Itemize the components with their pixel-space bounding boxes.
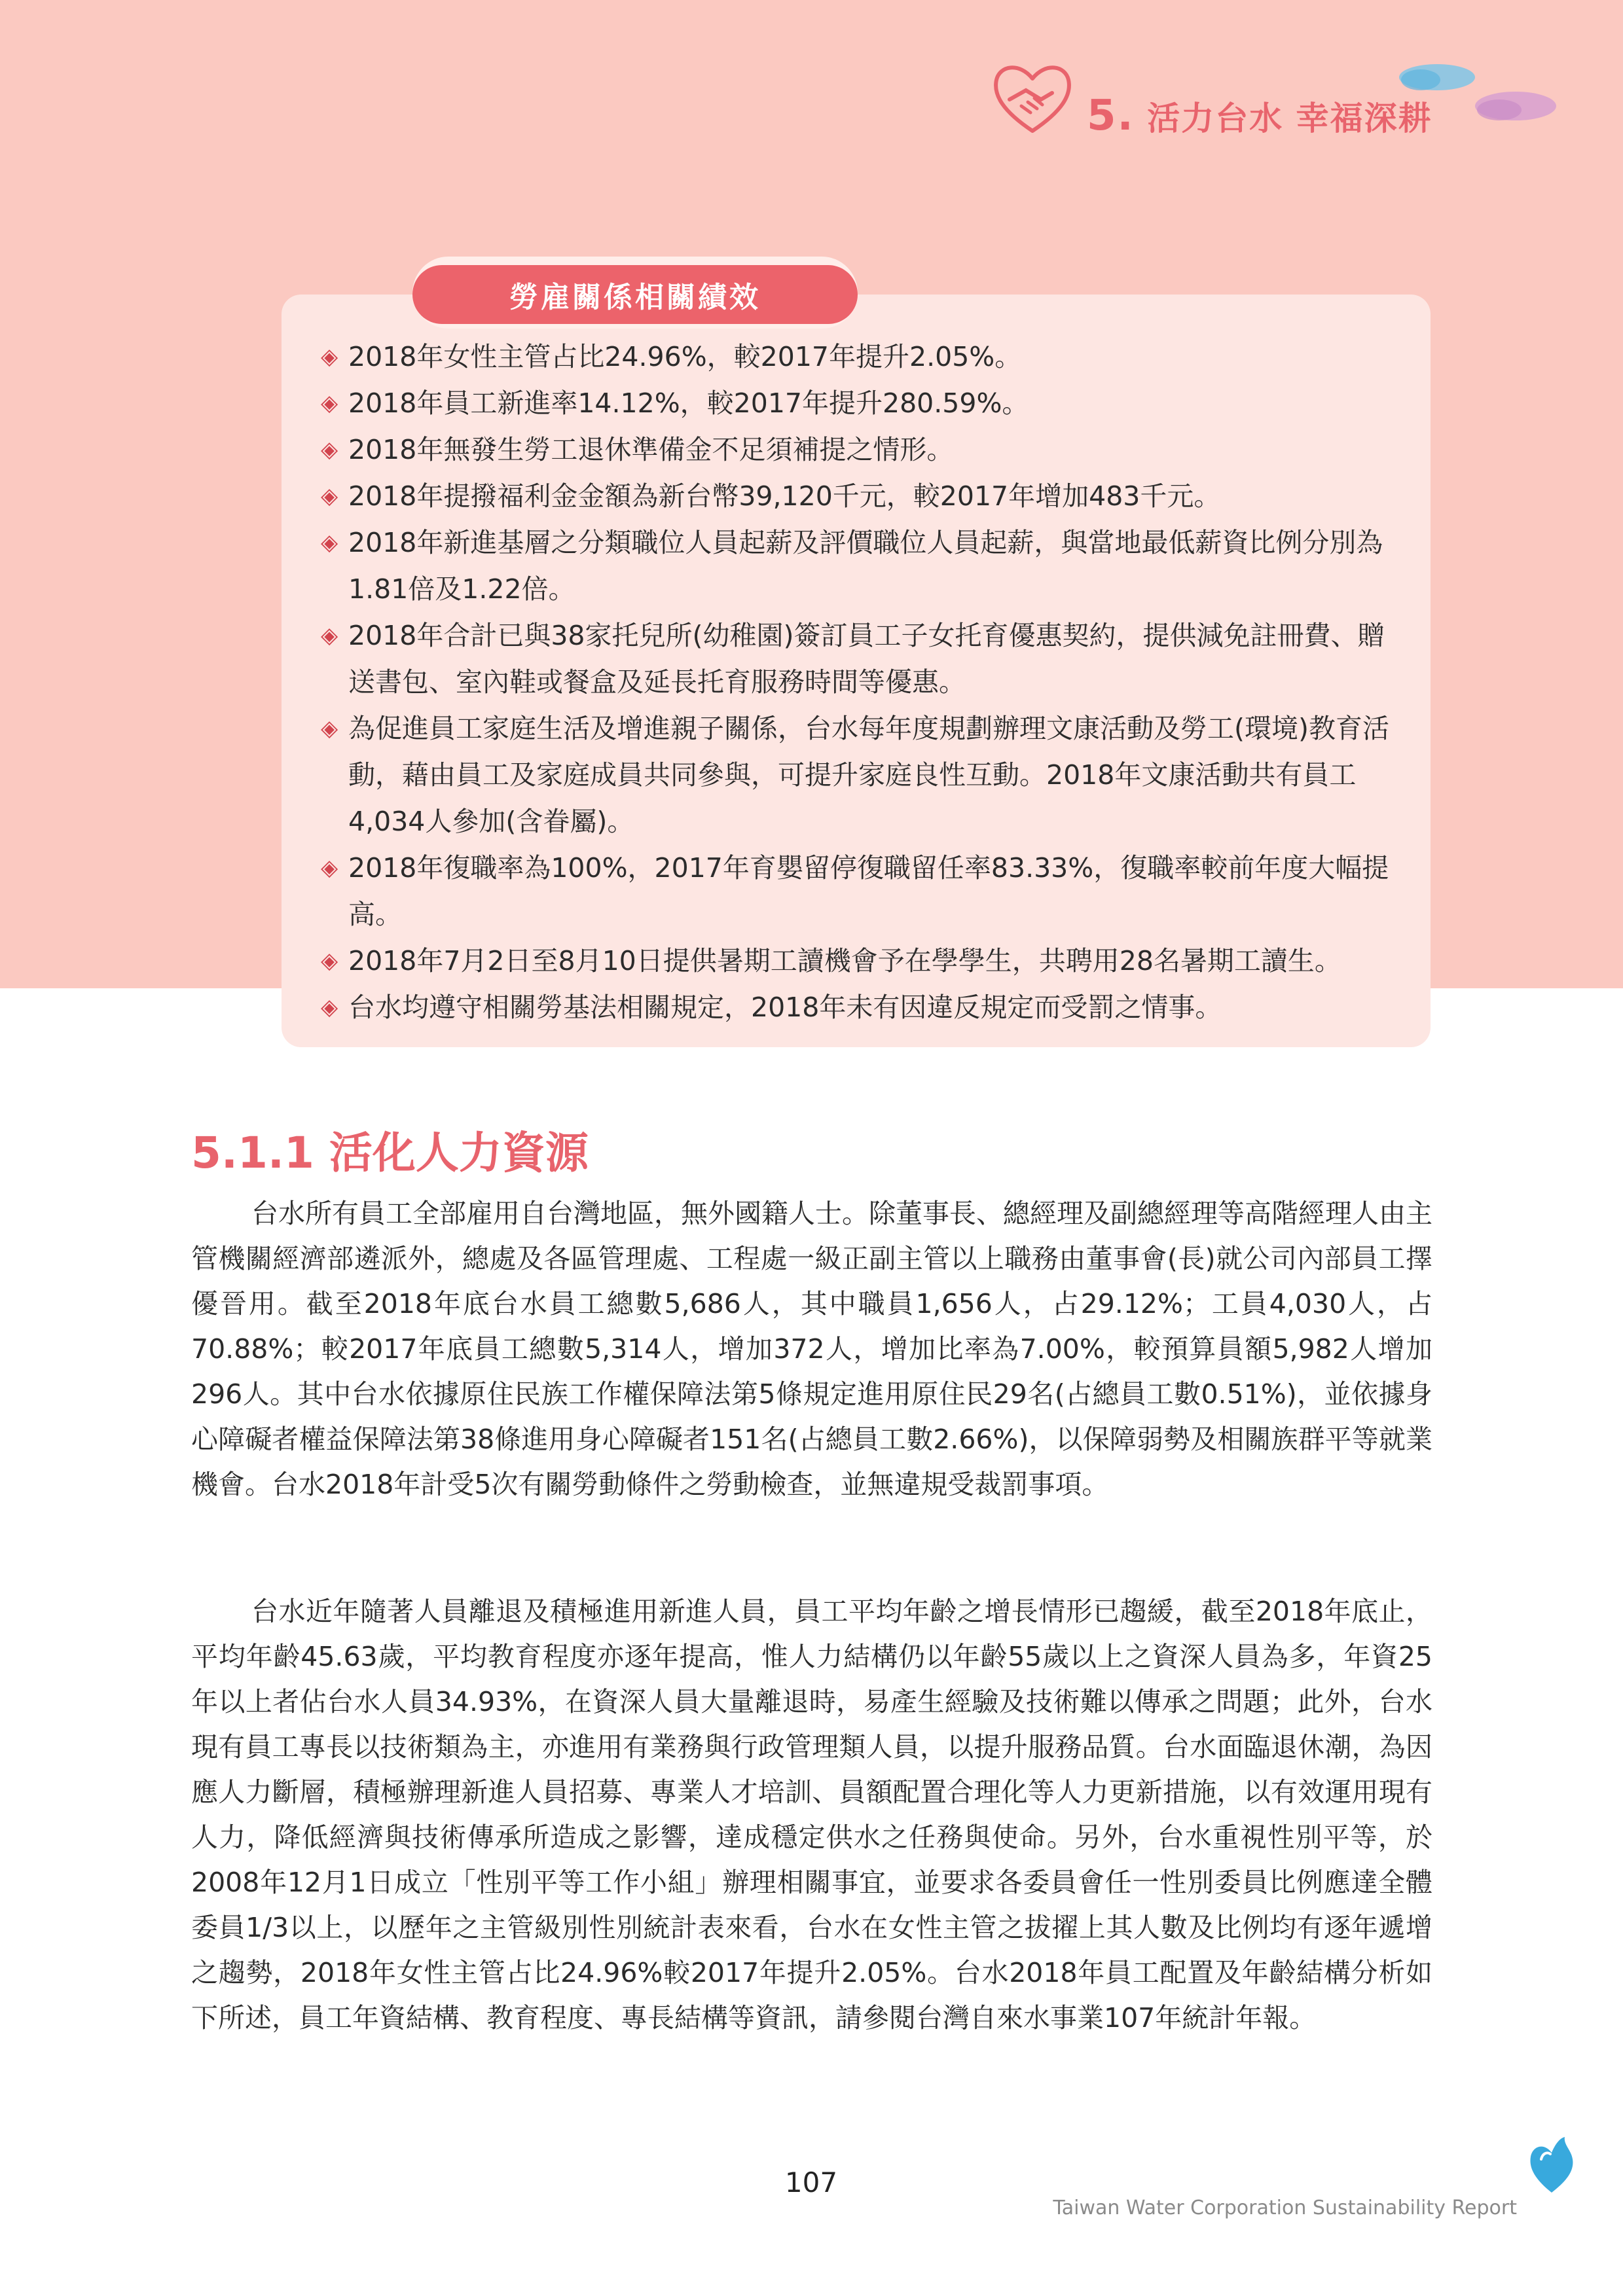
list-item: ◈ 2018年7月2日至8月10日提供暑期工讀機會予在學學生，共聘用28名暑期工讀生。: [321, 938, 1408, 984]
chapter-title: 5. 活力台水 幸福深耕: [1087, 92, 1432, 140]
list-item: ◈ 2018年新進基層之分類職位人員起薪及評價職位人員起薪，與當地最低薪資比例分別為1.81倍及1.22倍。: [321, 520, 1408, 613]
chapter-header: [982, 52, 1571, 170]
list-item: ◈ 2018年提撥福利金金額為新台幣39,120千元，較2017年增加483千元。: [321, 473, 1408, 520]
performance-box-title: 勞雇關係相關績效: [412, 265, 858, 324]
diamond-bullet-icon: ◈: [321, 529, 338, 556]
list-item: ◈ 為促進員工家庭生活及增進親子關係，台水每年度規劃辦理文康活動及勞工(環境)教育活動，藉由員工及家庭成員共同參與，可提升家庭良性互動。2018年文康活動共有員工4,034人參加(含眷屬)。: [321, 706, 1408, 845]
diamond-bullet-icon: ◈: [321, 437, 338, 463]
page-number: 107: [784, 2166, 838, 2198]
list-item: ◈ 2018年員工新進率14.12%，較2017年提升280.59%。: [321, 380, 1408, 427]
performance-list: [321, 334, 1408, 1031]
diamond-bullet-icon: ◈: [321, 622, 338, 649]
section-title: 5.1.1 活化人力資源: [191, 1128, 589, 1178]
diamond-bullet-icon: ◈: [321, 948, 338, 974]
clouds-decoration: [1375, 52, 1571, 131]
list-item: ◈ 2018年無發生勞工退休準備金不足須補提之情形。: [321, 427, 1408, 473]
diamond-bullet-icon: ◈: [321, 994, 338, 1020]
water-heart-icon: [1525, 2137, 1578, 2196]
diamond-bullet-icon: ◈: [321, 715, 338, 742]
list-item: ◈ 2018年女性主管占比24.96%，較2017年提升2.05%。: [321, 334, 1408, 380]
diamond-bullet-icon: ◈: [321, 344, 338, 370]
body-paragraph: 台水近年隨著人員離退及積極進用新進人員，員工平均年齡之增長情形已趨緩，截至2018年底止，平均年齡45.63歲，平均教育程度亦逐年提高，惟人力結構仍以年齡55歲以上之資深人員為多，年資25年以上者佔台水人員34.93%，在資深人員大量離退時，易產生經驗及技術難以傳承之問題；此外，台水現有員工專長以技術類為主，亦進用有業務與行政管理類人員，以提升服務品質。台水面臨退休潮，為因應人力斷層，積極辦理新進人員招募、專業人才培訓、員額配置合理化等人力更新措施，以有效運用現有人力，降低經濟與技術傳承所造成之影響，達成穩定供水之任務與使命。另外，台水重視性別平等，於2008年12月1日成立「性別平等工作小組」辦理相關事宜，並要求各委員會任一性別委員比例應達全體委員1/3以上，以歷年之主管級別性別統計表來看，台水在女性主管之拔擢上其人數及比例均有逐年遞增之趨勢，2018年女性主管占比24.96%較2017年提升2.05%。台水2018年員工配置及年齡結構分析如下所述，員工年資結構、教育程度、專長結構等資訊，請參閱台灣自來水事業107年統計年報。: [191, 1596, 1432, 2034]
heart-handshake-icon: [990, 59, 1075, 137]
diamond-bullet-icon: ◈: [321, 390, 338, 416]
list-item: ◈ 台水均遵守相關勞基法相關規定，2018年未有因違反規定而受罰之情事。: [321, 984, 1408, 1031]
body-paragraph: 台水所有員工全部雇用自台灣地區，無外國籍人士。除董事長、總經理及副總經理等高階經理人由主管機關經濟部遴派外，總處及各區管理處、工程處一級正副主管以上職務由董事會(長)就公司內部員工擇優晉用。截至2018年底台水員工總數5,686人，其中職員1,656人，占29.12%；工員4,030人，占70.88%；較2017年底員工總數5,314人，增加372人，增加比率為7.00%，較預算員額5,982人增加296人。其中台水依據原住民族工作權保障法第5條規定進用原住民29名(占總員工數0.51%)，並依據身心障礙者權益保障法第38條進用身心障礙者151名(占總員工數2.66%)，以保障弱勢及相關族群平等就業機會。台水2018年計受5次有關勞動條件之勞動檢查，並無違規受裁罰事項。: [191, 1198, 1432, 1500]
list-item: ◈ 2018年復職率為100%，2017年育嬰留停復職留任率83.33%，復職率較前年度大幅提高。: [321, 845, 1408, 938]
diamond-bullet-icon: ◈: [321, 483, 338, 509]
report-name: Taiwan Water Corporation Sustainability Report: [1053, 2197, 1517, 2219]
list-item: ◈ 2018年合計已與38家托兒所(幼稚園)簽訂員工子女托育優惠契約，提供減免註冊費、贈送書包、室內鞋或餐盒及延長托育服務時間等優惠。: [321, 613, 1408, 706]
diamond-bullet-icon: ◈: [321, 855, 338, 881]
